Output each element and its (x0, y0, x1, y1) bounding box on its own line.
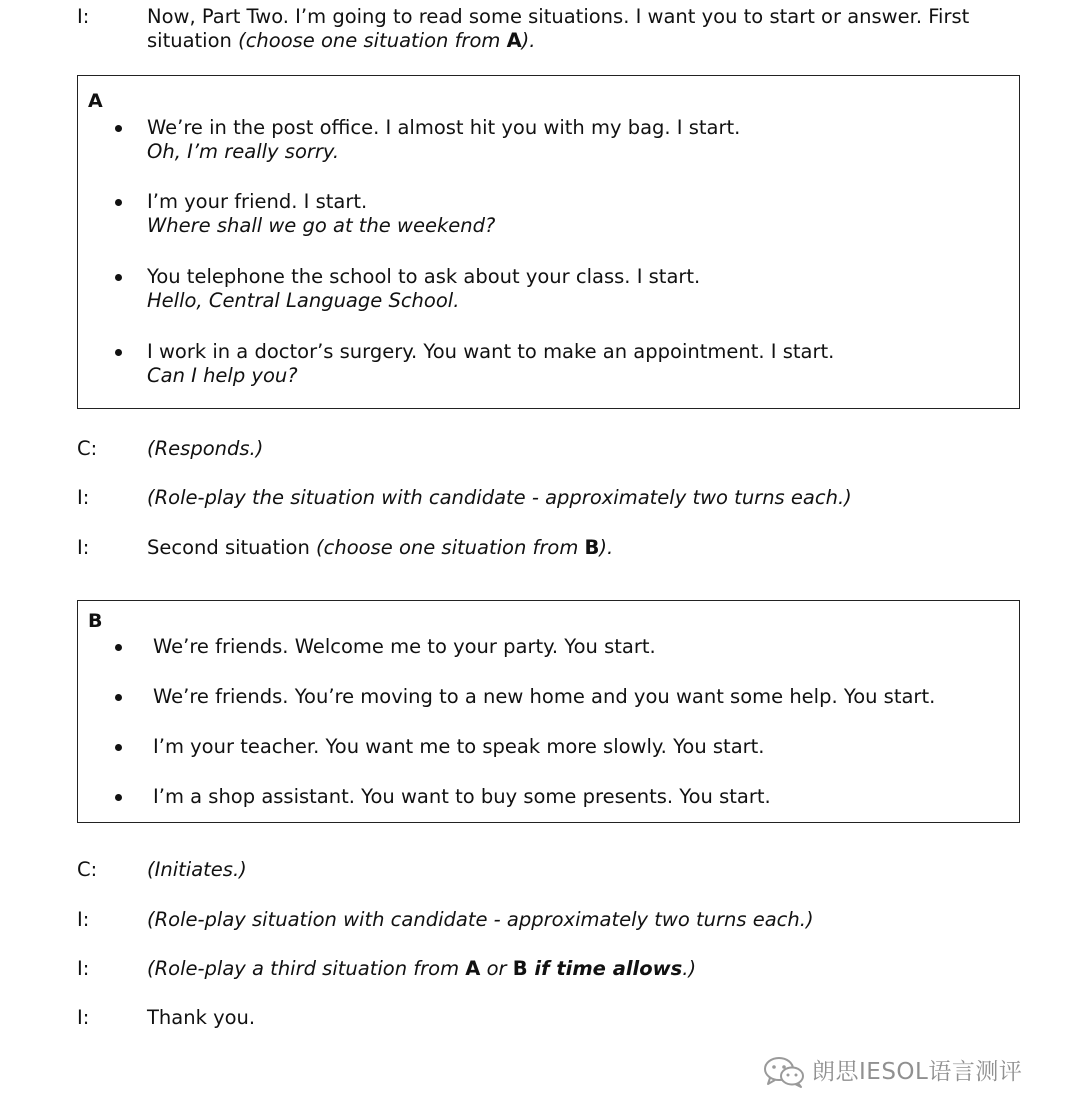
second-italic-end: ). (599, 536, 614, 559)
second-situation-text (147, 536, 1027, 560)
wechat-icon (762, 1056, 806, 1088)
third-bold-a: A (465, 957, 481, 980)
speaker-label: C: (77, 437, 98, 460)
stage-direction: (Role-play situation with candidate - approximately two turns each.) (147, 908, 814, 931)
intro-italic: (choose one situation from (238, 29, 507, 52)
closing-text: Thank you. (147, 1006, 256, 1029)
stage-direction: (Initiates.) (147, 858, 247, 881)
third-bold-italic: if time allows (527, 957, 683, 980)
intro-italic-end: ). (521, 29, 536, 52)
speaker-label: I: (77, 5, 90, 28)
box-b-label: B (88, 610, 103, 632)
box-a-label: A (88, 90, 103, 112)
speaker-label: C: (77, 858, 98, 881)
situation-prompt: I’m your teacher. You want me to speak more slowly. You start. (153, 735, 765, 758)
intro-text (147, 5, 1027, 53)
bullet-icon (115, 644, 122, 651)
bullet-icon (115, 349, 122, 356)
stage-direction: (Role-play the situation with candidate - approximately two turns each.) (147, 486, 852, 509)
third-situation-text (147, 957, 1027, 981)
intro-text-line1: Now, Part Two. I’m going to read some situations. I want you to start or answer. First (147, 5, 970, 28)
situation-prompt: I work in a doctor’s surgery. You want to make an appointment. I start. (147, 340, 835, 363)
third-bold-b: B (512, 957, 528, 980)
situation-response: Oh, I’m really sorry. (147, 140, 340, 163)
intro-text-line2 (147, 29, 1027, 53)
speaker-label: I: (77, 1006, 90, 1029)
situation-response: Where shall we go at the weekend? (147, 214, 496, 237)
situation-prompt: You telephone the school to ask about your class. I start. (147, 265, 701, 288)
watermark-text: 朗思IESOL语言测评 (812, 1059, 1023, 1085)
intro-plain: situation (147, 29, 239, 52)
watermark (762, 1054, 1022, 1090)
situation-prompt: I’m your friend. I start. (147, 190, 368, 213)
situation-response: Can I help you? (147, 364, 298, 387)
second-plain: Second situation (147, 536, 317, 559)
situation-prompt: We’re friends. You’re moving to a new home and you want some help. You start. (153, 685, 936, 708)
third-italic-or: or (480, 957, 513, 980)
second-italic: (choose one situation from (316, 536, 585, 559)
bullet-icon (115, 794, 122, 801)
situation-response: Hello, Central Language School. (147, 289, 460, 312)
bullet-icon (115, 744, 122, 751)
second-bold: B (584, 536, 600, 559)
bullet-icon (115, 274, 122, 281)
third-italic: (Role-play a third situation from (147, 957, 466, 980)
bullet-icon (115, 199, 122, 206)
speaker-label: I: (77, 486, 90, 509)
speaker-label: I: (77, 536, 90, 559)
situation-prompt: I’m a shop assistant. You want to buy some presents. You start. (153, 785, 771, 808)
situation-prompt: We’re in the post office. I almost hit you with my bag. I start. (147, 116, 741, 139)
situation-prompt: We’re friends. Welcome me to your party. You start. (153, 635, 656, 658)
situation-box-a (77, 75, 1020, 409)
third-italic-end: .) (682, 957, 697, 980)
bullet-icon (115, 694, 122, 701)
bullet-icon (115, 125, 122, 132)
speaker-label: I: (77, 957, 90, 980)
intro-bold: A (506, 29, 522, 52)
speaker-label: I: (77, 908, 90, 931)
stage-direction: (Responds.) (147, 437, 264, 460)
situation-box-b (77, 600, 1020, 823)
